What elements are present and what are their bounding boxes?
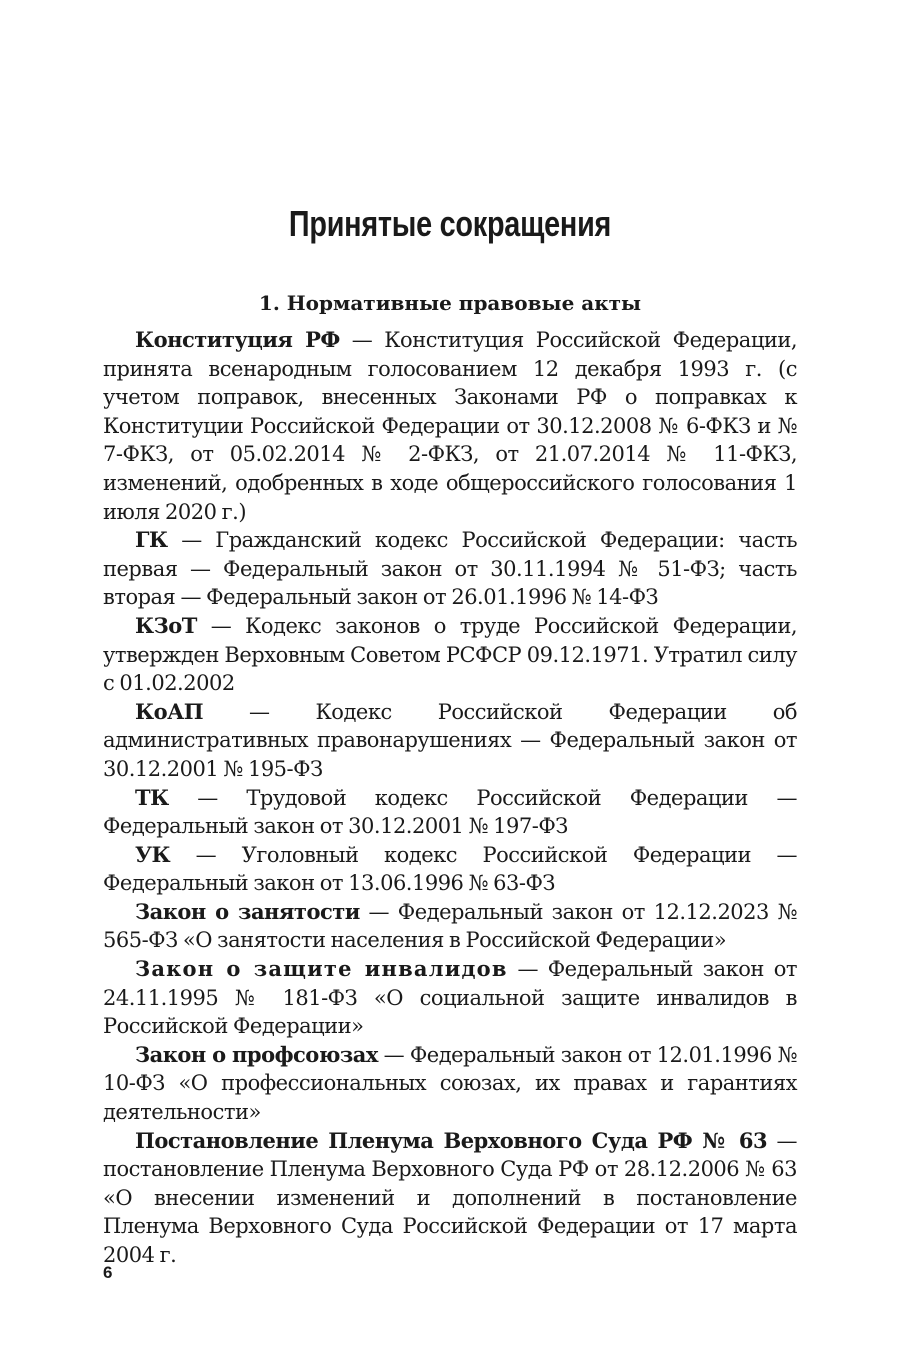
entry-disability-law: [103, 955, 797, 1041]
entry-employment-law: [103, 898, 797, 955]
entry-definition: — Кодекс Российской Федерации об административных правонарушениях — Федеральный закон от 30.12.2001 № 195-ФЗ: [103, 699, 797, 781]
entry-kzot: [103, 612, 797, 698]
entry-definition: — Трудовой кодекс Российской Федерации — Федеральный закон от 30.12.2001 № 197-ФЗ: [103, 785, 797, 839]
entry-definition: — Уголовный кодекс Российской Федерации — Федеральный закон от 13.06.1996 № 63-ФЗ: [103, 842, 797, 896]
entry-definition: — Федеральный закон от 24.11.1995 № 181-ФЗ «О социальной защите инвалидов в Российской Федерации»: [103, 957, 797, 1039]
section-heading: 1. Нормативные правовые акты: [258, 291, 642, 315]
entry-term: Закон о защите инвалидов: [135, 956, 508, 982]
entry-definition: — Федеральный закон от 12.01.1996 № 10-ФЗ «О профессиональных союзах, их правах и гарантиях деятельности»: [103, 1042, 798, 1125]
entry-definition: — постановление Пленума Верховного Суда РФ от 28.12.2006 № 63 «О внесении изменений и дополнений в постановление Пленума Верховного Суда Российской Федерации от 17 марта 2004 г.: [103, 1128, 797, 1267]
entry-term: УК: [135, 841, 171, 867]
entry-trade-unions-law: [103, 1041, 797, 1127]
entry-definition: — Кодекс законов о труде Российской Федерации, утвержден Верховным Советом РСФСР 09.12.1971. Утратил силу с 01.02.2002: [103, 613, 797, 696]
entry-koap: [103, 698, 797, 784]
entry-definition: — Гражданский кодекс Российской Федерации: часть первая — Федеральный закон от 30.11.1994 № 51-ФЗ; часть вторая — Федеральный закон от 26.01.1996 № 14-ФЗ: [103, 528, 797, 610]
entry-term: Постановление Пленума Верховного Суда РФ № 63: [135, 1127, 768, 1153]
entry-term: Закон о занятости: [135, 898, 360, 924]
entry-term: ГК: [135, 527, 168, 553]
entry-term: КЗоТ: [135, 612, 197, 638]
page-title: Принятые сокращения: [288, 203, 612, 244]
entry-constitution: [103, 326, 797, 526]
entry-uk: [103, 841, 797, 898]
entry-definition: — Конституция Российской Федерации, принята всенародным голосованием 12 декабря 1993 г. (с учетом поправок, внесенных Законами РФ о поправках к Конституции Российской Федерации от 30.12.2008 № 6-ФКЗ и № 7-ФКЗ, от 05.02.2014 № 2-ФКЗ, от 21.07.2014 № 11-ФКЗ, изменений, одобренных в ходе общероссийского голосования 1 июля 2020 г.): [103, 328, 797, 524]
entry-tk: [103, 784, 797, 841]
entry-term: Конституция РФ: [135, 327, 340, 352]
entry-gk: [103, 526, 797, 612]
abbreviations-list: [103, 326, 797, 1270]
entry-term: Закон о профсоюзах: [135, 1041, 378, 1067]
entry-term: ТК: [135, 784, 169, 810]
entry-term: КоАП: [135, 698, 204, 724]
page-number: 6: [103, 1263, 113, 1282]
entry-definition: — Федеральный закон от 12.12.2023 № 565-ФЗ «О занятости населения в Российской Федерации»: [103, 899, 797, 953]
entry-supreme-court-resolution: [103, 1127, 797, 1270]
